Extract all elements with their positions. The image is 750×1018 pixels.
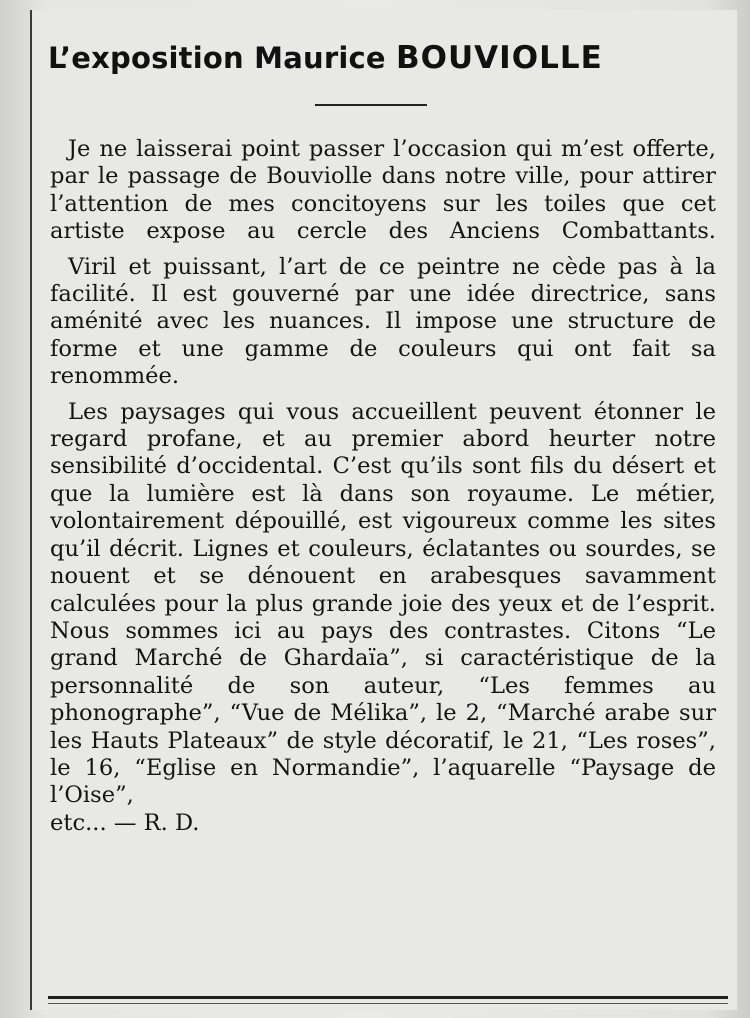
title-prefix: L’exposition Maurice — [48, 41, 386, 75]
article-title — [48, 40, 728, 76]
title-divider — [315, 104, 427, 106]
paragraph-2: Viril et puissant, l’art de ce peintre ne cède pas à la facilité. Il est gouverné par une idée directrice, sans aménité avec les nuances. Il impose une structure de forme et une gamme de couleurs qui ont fait sa renommée. — [50, 253, 716, 390]
article-signoff: etc... — R. D. — [50, 809, 200, 836]
title-artist-name: BOUVIOLLE — [396, 40, 603, 76]
bottom-rule-thin — [48, 1003, 728, 1004]
article-body — [50, 136, 716, 837]
paragraph-1: Je ne laisserai point passer l’occasion qui m’est offerte, par le passage de Bouviolle dans notre ville, pour attirer l’attention de mes concitoyens sur les toiles que cet artiste expose au cercle des Anciens Combattants. — [50, 136, 716, 245]
paragraph-3: Les paysages qui vous accueillent peuvent étonner le regard profane, et au premier abord heurter notre sensibilité d’occidental. C’est qu’ils sont fils du désert et que la lumière est là dans son royaume. Le métier, volontairement dépouillé, est vigoureux comme les sites qu’il décrit. Lignes et couleurs, éclatantes ou sourdes, se nouent et se dénouent en arabesques savamment calculées pour la plus grande joie des yeux et de l’esprit. Nous sommes ici au pays des contrastes. Citons “Le grand Marché de Ghardaïa”, si caractéristique de la personnalité de son auteur, “Les femmes au phonographe”, “Vue de Mélika”, le 2, “Marché arabe sur les Hauts Plateaux” de style décoratif, le 21, “Les roses”, le 16, “Eglise en Normandie”, l’aquarelle “Paysage de l’Oise”, — [50, 398, 716, 809]
bottom-rule — [48, 996, 728, 999]
